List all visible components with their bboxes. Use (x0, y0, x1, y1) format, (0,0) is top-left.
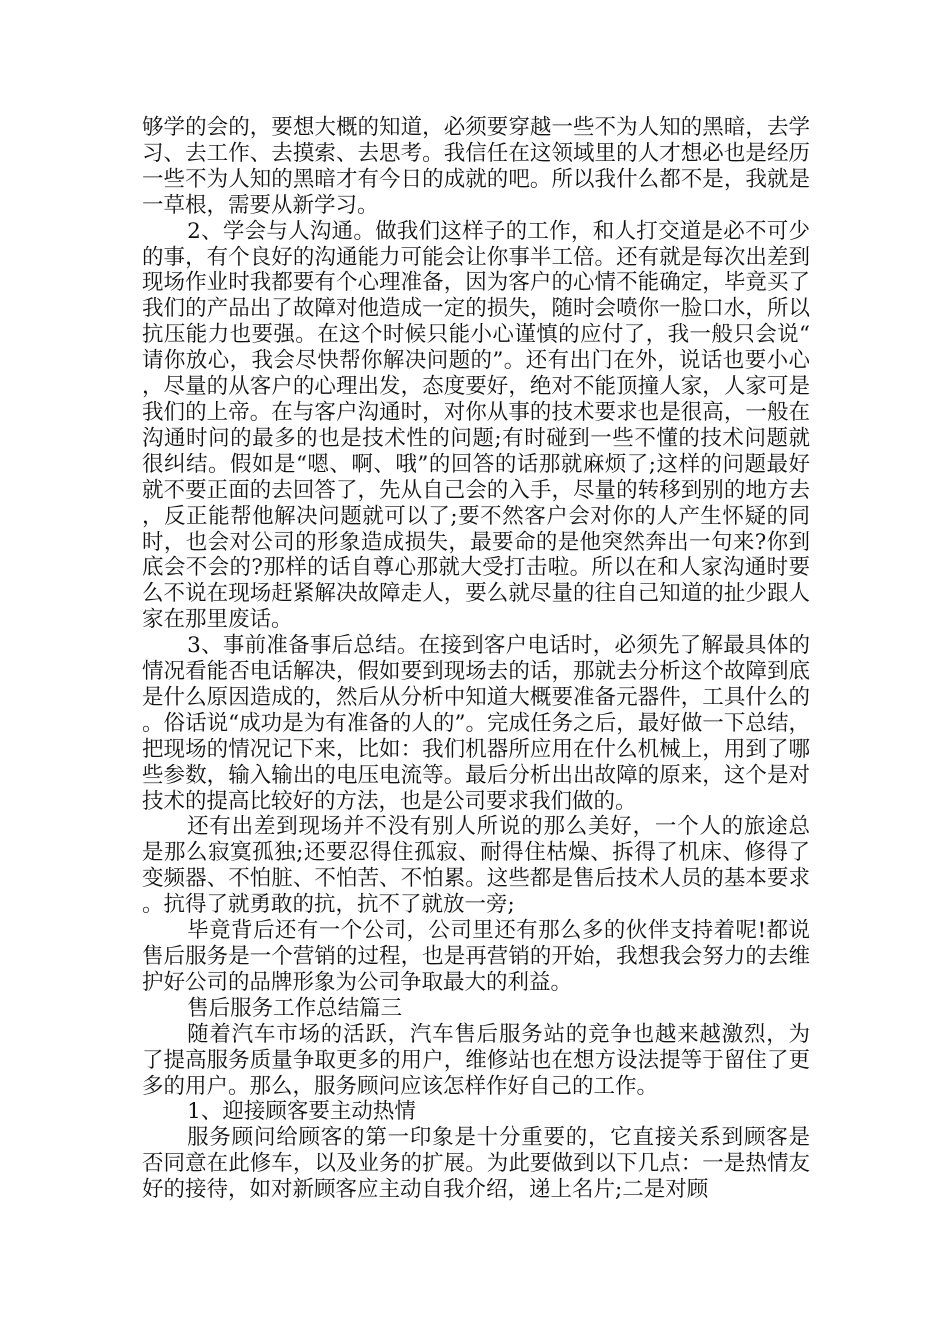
section-heading: 售后服务工作总结篇三 (187, 995, 403, 1021)
document-body (142, 115, 810, 1203)
paragraph-market-intro: 随着汽车市场的活跃，汽车售后服务站的竞争也越来越激烈，为了提高服务质量争取更多的用户，维修站也在想方设法提等于留住了更多的用户。那么，服务顾问应该怎样作好自己的工作。 (142, 1021, 810, 1099)
paragraph-business-trip: 还有出差到现场并不没有别人所说的那么美好，一个人的旅途总是那么寂寞孤独;还要忍得住孤寂、耐得住枯燥、拆得了机床、修得了变频器、不怕脏、不怕苦、不怕累。这些都是售后技术人员的基本要求。抗得了就勇敢的抗，抗不了就放一旁; (142, 814, 810, 918)
paragraph-preparation-summary: 3、事前准备事后总结。在接到客户电话时，必须先了解最具体的情况看能否电话解决，假如要到现场去的话，那就去分析这个故障到底是什么原因造成的，然后从分析中知道大概要准备元器件，工具什么的。俗话说“成功是为有准备的人的”。完成任务之后，最好做一下总结，把现场的情况记下来，比如：我们机器所应用在什么机械上，用到了哪些参数，输入输出的电压电流等。最后分析出出故障的原来，这个是对技术的提高比较好的方法，也是公司要求我们做的。 (142, 633, 810, 814)
paragraph-communication: 2、学会与人沟通。做我们这样子的工作，和人打交道是必不可少的事，有个良好的沟通能力可能会让你事半工倍。还有就是每次出差到现场作业时我都要有个心理准备，因为客户的心情不能确定，毕竟买了我们的产品出了故障对他造成一定的损失，随时会喷你一脸口水，所以抗压能力也要强。在这个时候只能小心谨慎的应付了，我一般只会说“请你放心，我会尽快帮你解决问题的”。还有出门在外，说话也要小心，尽量的从客户的心理出发，态度要好，绝对不能顶撞人家，人家可是我们的上帝。在与客户沟通时，对你从事的技术要求也是很高，一般在沟通时问的最多的也是技术性的问题;有时碰到一些不懂的技术问题就很纠结。假如是“嗯、啊、哦”的回答的话那就麻烦了;这样的问题最好就不要正面的去回答了，先从自己会的入手，尽量的转移到别的地方去，反正能帮他解决问题就可以了;要不然客户会对你的人产生怀疑的同时，也会对公司的形象造成损失，最要命的是他突然奔出一句来?你到底会不会的?那样的话自尊心那就大受打击啦。所以在和人家沟通时要么不说在现场赶紧解决故障走人，要么就尽量的往自己知道的扯少跟人家在那里废话。 (142, 218, 810, 633)
subheading-greeting: 1、迎接顾客要主动热情 (187, 1099, 416, 1125)
paragraph-continuation: 够学的会的，要想大概的知道，必须要穿越一些不为人知的黑暗，去学习、去工作、去摸索、去思考。我信任在这领域里的人才想必也是经历一些不为人知的黑暗才有今日的成就的吧。所以我什么都不是，我就是一草根，需要从新学习。 (142, 115, 810, 218)
paragraph-company-support: 毕竟背后还有一个公司，公司里还有那么多的伙伴支持着呢!都说售后服务是一个营销的过程，也是再营销的开始，我想我会努力的去维护好公司的品牌形象为公司争取最大的利益。 (142, 918, 810, 995)
paragraph-first-impression: 服务顾问给顾客的第一印象是十分重要的，它直接关系到顾客是否同意在此修车，以及业务的扩展。为此要做到以下几点：一是热情友好的接待，如对新顾客应主动自我介绍，递上名片;二是对顾 (142, 1125, 810, 1203)
